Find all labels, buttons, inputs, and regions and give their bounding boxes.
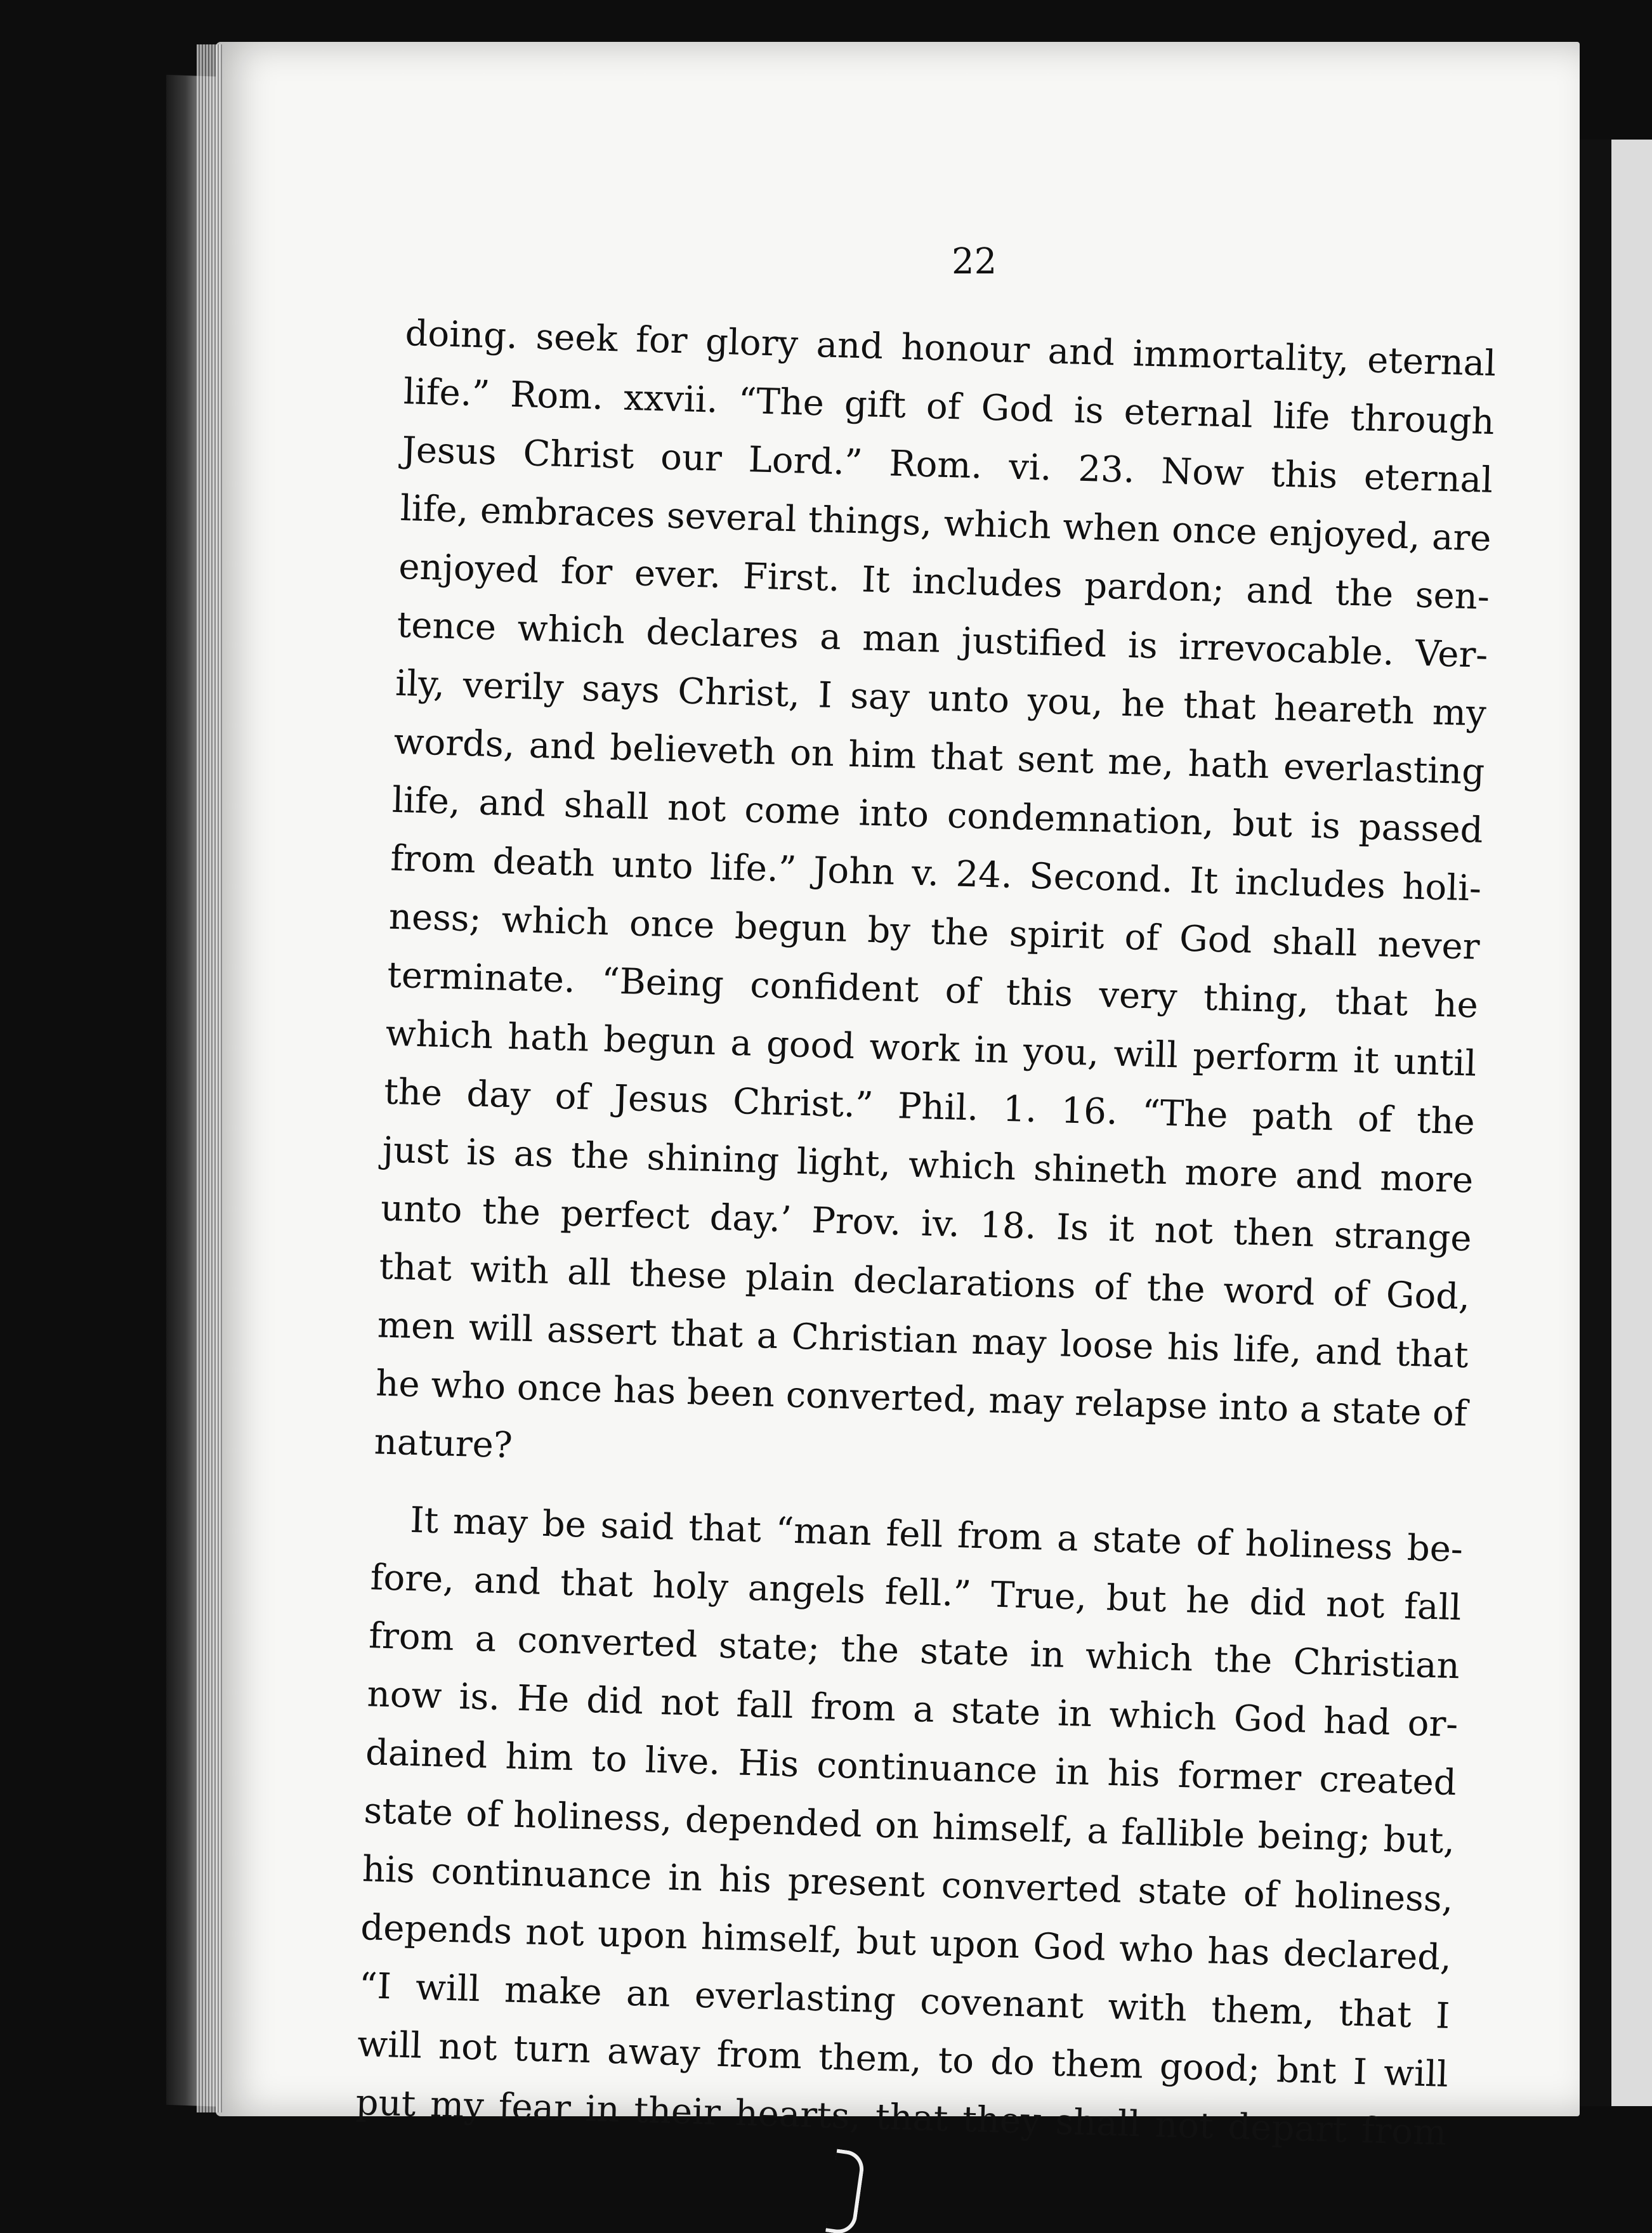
text-line: nature? bbox=[374, 1421, 513, 1467]
text-line: depends not upon himself, but upon God who has declared, bbox=[360, 1907, 1452, 1979]
text-line: put my fear in their hearts, that they shall not depart from bbox=[355, 2081, 1448, 2154]
text-line: will not turn away from them, to do them good; bnt I will bbox=[357, 2023, 1449, 2095]
text-line: life, and shall not come into condemnation, but is passed bbox=[391, 779, 1484, 851]
text-line: enjoyed for ever. First. It includes pardon; and the sen- bbox=[398, 546, 1490, 618]
text-line: state of holiness, depended on himself, a fallible being; but, bbox=[363, 1790, 1455, 1863]
text-line: his continuance in his present converted state of holiness, bbox=[362, 1849, 1454, 1921]
page-stack-edge bbox=[197, 44, 222, 2112]
text-line: unto the perfect day.’ Prov. iv. 18. Is it not then strange bbox=[380, 1188, 1472, 1260]
text-line: terminate. “Being confident of this very thing, that he bbox=[386, 954, 1479, 1026]
text-line: he who once has been converted, may relapse into a state of bbox=[375, 1363, 1468, 1435]
text-line: tence which declares a man justified is irrevocable. Ver- bbox=[396, 604, 1489, 676]
scan-mark bbox=[825, 2149, 866, 2233]
text-line: It may be said that “man fell from a state of holiness be- bbox=[409, 1499, 1464, 1571]
text-line: life, embraces several things, which when once enjoyed, are bbox=[400, 487, 1492, 560]
text-line: words, and believeth on him that sent me, hath everlasting bbox=[393, 721, 1485, 793]
facing-page-edge bbox=[1580, 140, 1652, 2106]
text-line: men will assert that a Christian may loose his life, and that bbox=[377, 1304, 1469, 1377]
text-line: ily, verily says Christ, I say unto you, he that heareth my bbox=[395, 662, 1487, 735]
text-line: now is. He did not fall from a state in which God had or- bbox=[366, 1673, 1459, 1746]
text-line: the day of Jesus Christ.” Phil. 1. 16. “The path of the bbox=[383, 1071, 1476, 1143]
text-line: ness; which once begun by the spirit of God shall never bbox=[388, 896, 1481, 968]
body-text bbox=[355, 304, 1497, 2163]
text-line: fore, and that holy angels fell.” True, but he did not fall bbox=[370, 1557, 1462, 1629]
text-line: doing. seek for glory and honour and immortality, eternal bbox=[404, 312, 1497, 384]
text-line: which hath begun a good work in you, will perform it until bbox=[384, 1012, 1478, 1085]
text-line: “I will make an everlasting covenant with them, that I bbox=[358, 1965, 1451, 2037]
text-line: life.” Rom. xxvii. “The gift of God is eternal life through bbox=[403, 370, 1495, 443]
page-number: 22 bbox=[952, 241, 997, 282]
text-line: that with all these plain declarations of the word of God, bbox=[378, 1246, 1471, 1318]
text-line: Jesus Christ our Lord.” Rom. vi. 23. Now this eternal bbox=[401, 429, 1493, 501]
text-line: from a converted state; the state in which the Christian bbox=[368, 1615, 1460, 1687]
text-line: from death unto life.” John v. 24. Second. It includes holi- bbox=[390, 837, 1482, 910]
text-line: just is as the shining light, which shineth more and more bbox=[381, 1129, 1474, 1202]
text-line: dained him to live. His continuance in his former created bbox=[365, 1732, 1457, 1804]
